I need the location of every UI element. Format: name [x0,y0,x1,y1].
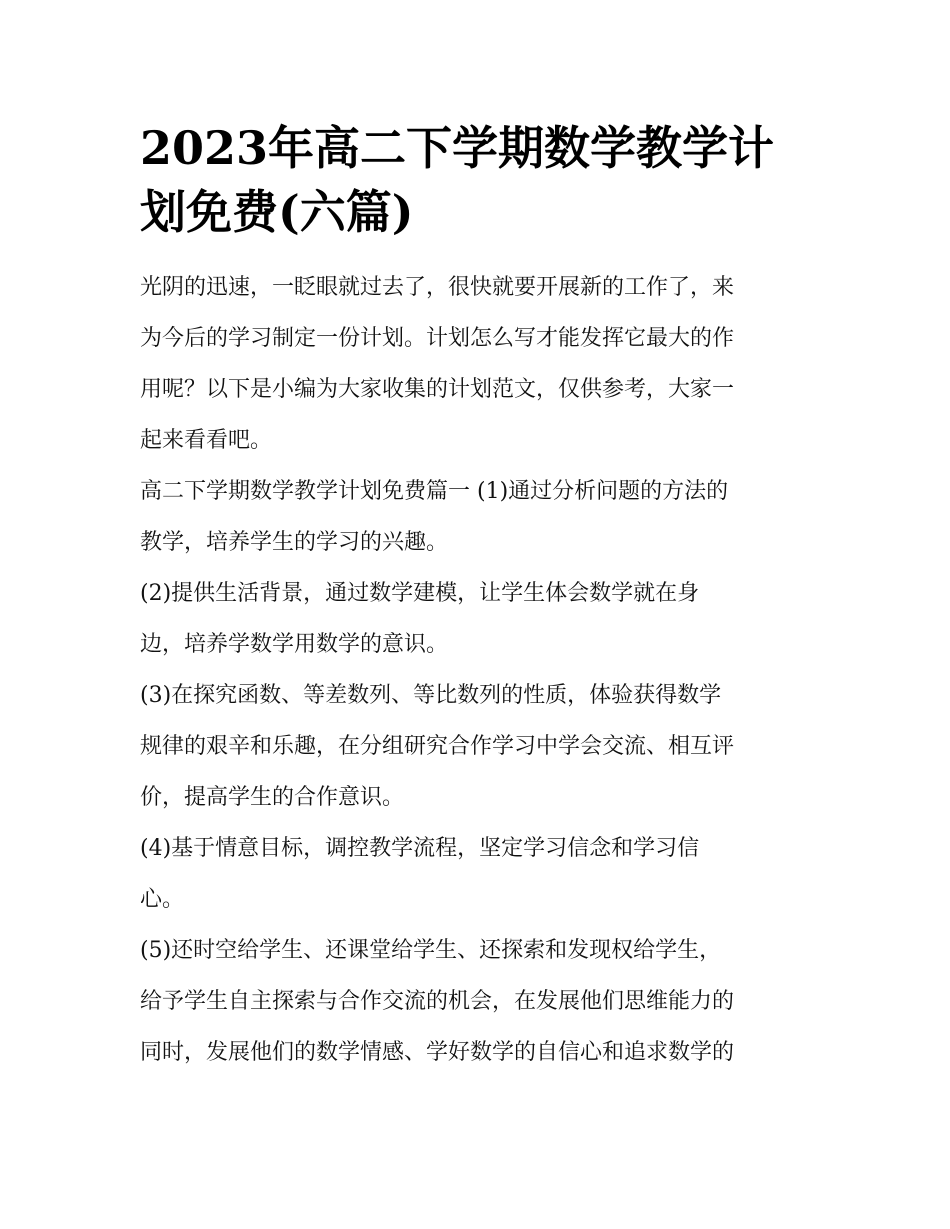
text-line: 边，培养学数学用数学的意识。 [140,632,449,657]
text-line: 同时，发展他们的数学情感、学好数学的自信心和追求数学的 [140,1040,735,1065]
text-line: 为今后的学习制定一份计划。计划怎么写才能发挥它最大的作 [140,326,735,351]
text-line: 光阴的迅速，一眨眼就过去了，很快就要开展新的工作了，来 [140,275,735,300]
text-line: 价，提高学生的合作意识。 [140,785,405,810]
text-line: 教学，培养学生的学习的兴趣。 [140,530,449,555]
text-line: (4)基于情意目标，调控教学流程，坚定学习信念和学习信 [140,836,700,861]
title-line: 2023年高二下学期数学教学计 [140,121,775,175]
document-body [140,262,812,1078]
text-line: 起来看看吧。 [140,428,273,453]
title-line: 划免费(六篇) [140,185,414,239]
text-line: 用呢？以下是小编为大家收集的计划范文，仅供参考，大家一 [140,377,735,402]
text-line: 心。 [140,887,185,912]
document-title [140,116,812,244]
text-line: 给予学生自主探索与合作交流的机会，在发展他们思维能力的 [140,989,735,1014]
text-line: (3)在探究函数、等差数列、等比数列的性质，体验获得数学 [140,683,722,708]
text-line: 规律的艰辛和乐趣，在分组研究合作学习中学会交流、相互评 [140,734,735,759]
document-content [140,116,812,1078]
text-line: 高二下学期数学教学计划免费篇一 (1)通过分析问题的方法的 [140,479,729,504]
text-line: (2)提供生活背景，通过数学建模，让学生体会数学就在身 [140,581,700,606]
text-line: (5)还时空给学生、还课堂给学生、还探索和发现权给学生， [140,938,722,963]
